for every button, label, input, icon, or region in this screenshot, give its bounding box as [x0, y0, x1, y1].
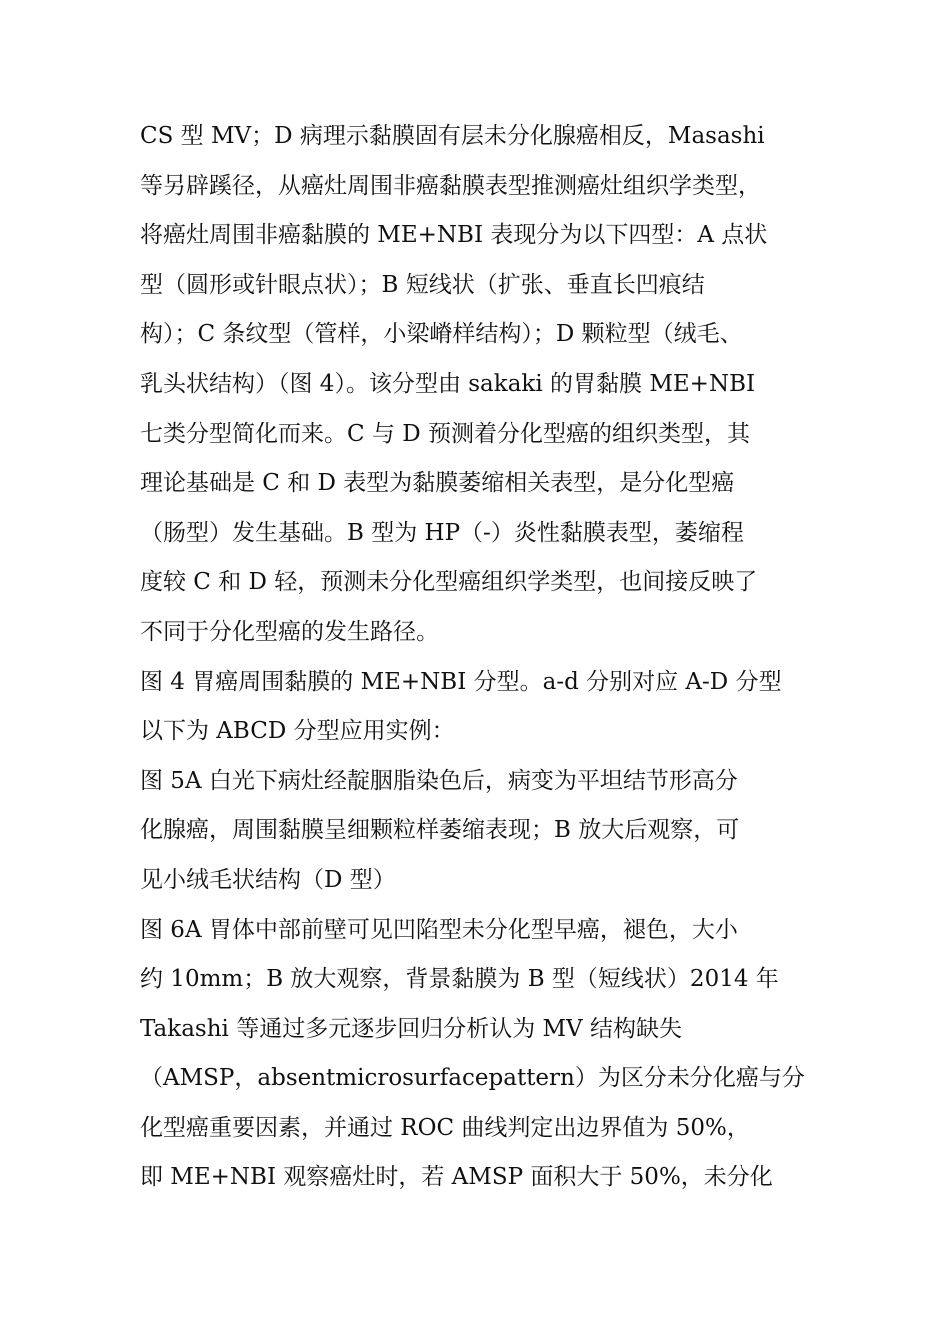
text-line: 见小绒毛状结构（D 型） — [140, 866, 396, 893]
text-line: 乳头状结构）（图 4）。该分型由 sakaki 的胃黏膜 ME+NBI — [140, 370, 756, 397]
text-line: 将癌灶周围非癌黏膜的 ME+NBI 表现分为以下四型：A 点状 — [140, 222, 768, 249]
body-text — [140, 112, 830, 1203]
figure-caption: 图 4 胃癌周围黏膜的 ME+NBI 分型。a-d 分别对应 A-D 分型 — [140, 668, 782, 695]
text-line: 七类分型简化而来。C 与 D 预测着分化型癌的组织类型，其 — [140, 420, 750, 447]
text-line: 化腺癌，周围黏膜呈细颗粒样萎缩表现；B 放大后观察，可 — [140, 817, 740, 844]
text-line: 即 ME+NBI 观察癌灶时，若 AMSP 面积大于 50%，未分化 — [140, 1164, 773, 1191]
text-line: 化型癌重要因素，并通过 ROC 曲线判定出边界值为 50%， — [140, 1114, 750, 1141]
text-line: 理论基础是 C 和 D 表型为黏膜萎缩相关表型，是分化型癌 — [140, 470, 735, 497]
text-line: 度较 C 和 D 轻，预测未分化型癌组织学类型，也间接反映了 — [140, 569, 758, 596]
text-line: （肠型）发生基础。B 型为 HP（-）炎性黏膜表型，萎缩程 — [140, 519, 744, 546]
text-line: 型（圆形或针眼点状）；B 短线状（扩张、垂直长凹痕结 — [140, 271, 705, 298]
text-line: CS 型 MV；D 病理示黏膜固有层未分化腺癌相反，Masashi — [140, 123, 765, 149]
text-line: 以下为 ABCD 分型应用实例： — [140, 718, 455, 745]
text-line: 不同于分化型癌的发生路径。 — [140, 618, 439, 645]
text-line: 约 10mm；B 放大观察，背景黏膜为 B 型（短线状）2014 年 — [140, 966, 779, 993]
figure-caption: 图 6A 胃体中部前壁可见凹陷型未分化型早癌，褪色，大小 — [140, 916, 738, 943]
text-line: Takashi 等通过多元逐步回归分析认为 MV 结构缺失 — [140, 1015, 682, 1042]
figure-caption: 图 5A 白光下病灶经靛胭脂染色后，病变为平坦结节形高分 — [140, 767, 738, 794]
text-line: 构）；C 条纹型（管样，小梁嵴样结构）；D 颗粒型（绒毛、 — [140, 321, 743, 348]
text-line: 等另辟蹊径，从癌灶周围非癌黏膜表型推测癌灶组织学类型， — [140, 172, 761, 199]
text-line: （AMSP，absentmicrosurfacepattern）为区分未分化癌与分 — [140, 1065, 805, 1092]
